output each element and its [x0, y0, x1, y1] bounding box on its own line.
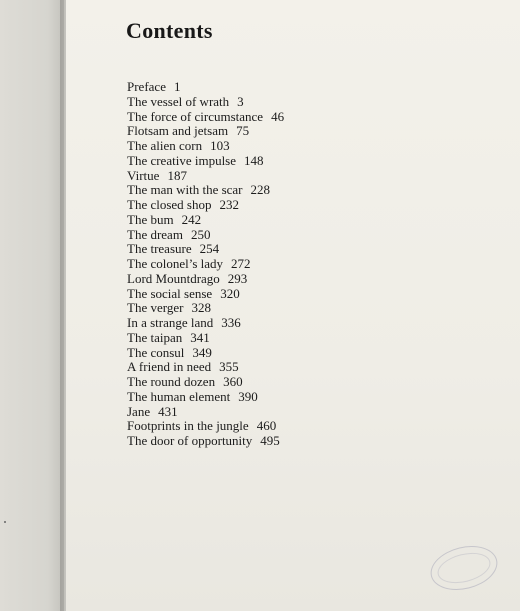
entry-title: Footprints in the jungle	[127, 418, 249, 434]
entry-title: The dream	[127, 226, 183, 242]
contents-entry	[127, 272, 284, 287]
entry-page-number: 1	[173, 79, 181, 94]
entry-page-number: 460	[256, 418, 277, 434]
entry-page-number: 320	[220, 285, 240, 301]
entry-title: Lord Mountdrago	[127, 270, 220, 286]
entry-title: The force of circumstance	[127, 108, 264, 124]
facing-page	[0, 0, 64, 611]
entry-page-number: 250	[190, 226, 211, 242]
entry-page-number: 228	[250, 182, 271, 198]
contents-entry	[127, 316, 284, 331]
entry-page-number: 272	[231, 256, 251, 271]
entry-page-number: 360	[223, 374, 243, 389]
contents-entry	[127, 434, 284, 449]
watermark-stamp	[426, 539, 502, 596]
entry-page-number: 293	[227, 270, 248, 286]
contents-entry	[127, 139, 284, 154]
contents-entry	[127, 213, 284, 228]
contents-entry	[127, 390, 284, 405]
entry-page-number: 187	[167, 167, 187, 183]
contents-entry	[127, 228, 284, 243]
entry-title: The vessel of wrath	[127, 93, 230, 109]
entry-page-number: 3	[237, 93, 244, 109]
contents-entry	[127, 360, 284, 375]
contents-entry	[127, 95, 284, 110]
entry-page-number: 103	[210, 138, 230, 153]
contents-entry	[127, 198, 284, 213]
entry-title: The man with the scar	[127, 182, 243, 198]
entry-title: The verger	[127, 300, 184, 316]
entry-title: A friend in need	[127, 359, 212, 375]
contents-entry	[127, 301, 284, 316]
entry-page-number: 349	[192, 344, 212, 360]
entry-page-number: 495	[260, 433, 280, 448]
entry-title: The consul	[127, 344, 185, 360]
contents-entry	[127, 405, 284, 420]
entry-title: Jane	[127, 403, 151, 419]
contents-entry	[127, 183, 284, 198]
contents-entry	[127, 169, 284, 184]
entry-title: The treasure	[127, 241, 192, 257]
contents-entry	[127, 287, 284, 302]
entry-page-number: 328	[191, 300, 211, 316]
entry-page-number: 232	[219, 197, 239, 212]
entry-title: Virtue	[127, 167, 160, 183]
contents-entry	[127, 154, 284, 169]
entry-title: The alien corn	[127, 138, 203, 153]
entry-title: The colonel’s lady	[127, 256, 224, 271]
entry-title: The social sense	[127, 285, 213, 301]
entry-title: The door of opportunity	[127, 433, 253, 448]
entry-page-number: 390	[238, 388, 258, 404]
contents-entry	[127, 124, 284, 139]
entry-title: The closed shop	[127, 197, 212, 212]
entry-title: The taipan	[127, 329, 183, 345]
entry-title: The bum	[127, 211, 174, 227]
entry-page-number: 254	[199, 241, 220, 257]
entry-title: The creative impulse	[127, 152, 237, 168]
contents-page	[66, 0, 520, 611]
entry-title: Preface	[127, 79, 166, 94]
entry-page-number: 341	[190, 329, 210, 345]
contents-entry	[127, 331, 284, 346]
entry-page-number: 431	[158, 403, 178, 419]
contents-list	[127, 80, 284, 449]
contents-entry	[127, 242, 284, 257]
contents-entry	[127, 257, 284, 272]
contents-entry	[127, 375, 284, 390]
entry-page-number: 355	[219, 359, 239, 375]
entry-title: The round dozen	[127, 374, 216, 389]
contents-entry	[127, 346, 284, 361]
entry-page-number: 148	[244, 152, 264, 168]
contents-entry	[127, 419, 284, 434]
contents-entry	[127, 80, 284, 95]
page-title: Contents	[126, 18, 213, 43]
entry-title: Flotsam and jetsam	[127, 123, 229, 139]
entry-title: The human element	[127, 388, 231, 404]
entry-title: In a strange land	[127, 315, 214, 330]
entry-page-number: 46	[271, 108, 285, 124]
page-mark	[4, 521, 6, 523]
entry-page-number: 242	[181, 211, 202, 227]
entry-page-number: 75	[236, 123, 250, 139]
contents-entry	[127, 110, 284, 125]
entry-page-number: 336	[221, 315, 241, 330]
